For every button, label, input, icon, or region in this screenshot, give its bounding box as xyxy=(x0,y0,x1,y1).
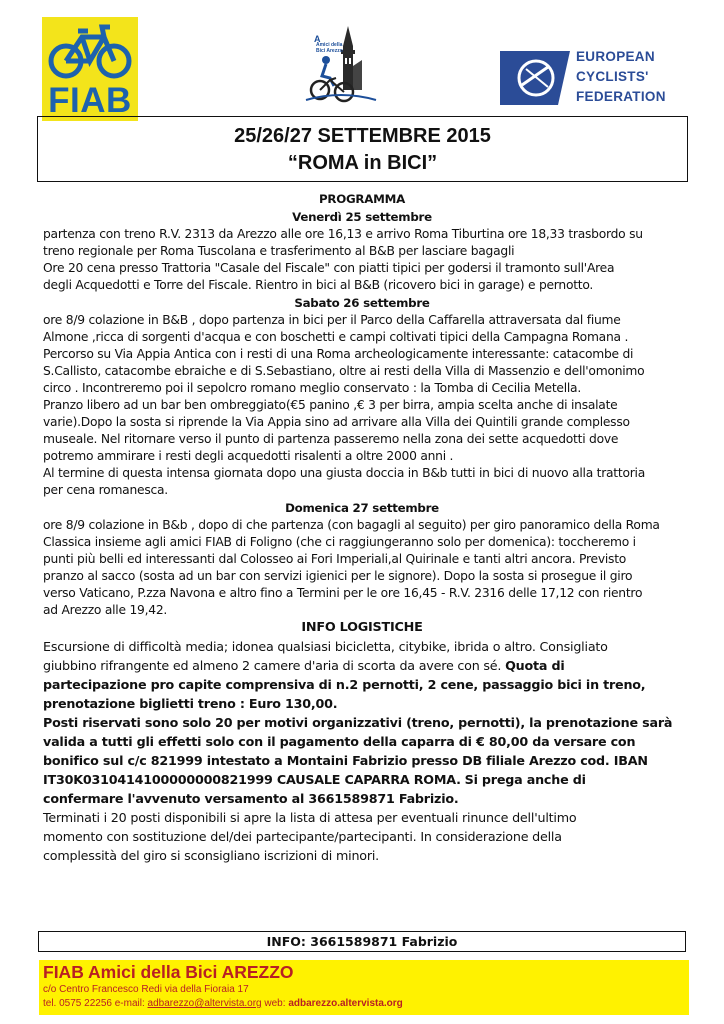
logistics-line: Posti riservati sono solo 20 per motivi organizzativi (treno, pernotti), la prenotazione sarà xyxy=(43,715,673,730)
logistics-line: Escursione di difficoltà media; idonea qualsiasi bicicletta, citybike, ibrida o altro. Consigliato xyxy=(43,639,608,654)
footer-email-link[interactable]: adbarezzo@altervista.org xyxy=(147,998,262,1009)
day2-line: Al termine di questa intensa giornata dopo una giusta doccia in B&b tutti in bici di nuovo alla trattoria xyxy=(43,466,645,480)
footer-tel: tel. 0575 22256 e-mail: xyxy=(43,998,148,1009)
footer-address: c/o Centro Francesco Redi via della Fioraia 17 xyxy=(43,984,249,995)
logistics-line xyxy=(43,657,565,674)
cyclist-tower-icon xyxy=(296,20,386,110)
footer-web-link[interactable]: adbarezzo.altervista.org xyxy=(288,998,403,1009)
footer xyxy=(39,960,689,1015)
day2-line: Pranzo libero ad un bar ben ombreggiato(€5 panino ,€ 3 per birra, ampia scelta anche di insalate xyxy=(43,398,618,412)
logistics-line: partecipazione pro capite comprensiva di n.2 pernotti, 2 cene, passaggio bici in treno, xyxy=(43,677,646,692)
day2-line: Percorso su Via Appia Antica con i resti di una Roma archeologicamente interessante: catacombe di xyxy=(43,347,634,361)
logistics-line: Terminati i 20 posti disponibili si apre la lista di attesa per eventuali rinunce dell'ultimo xyxy=(43,810,577,825)
title-box xyxy=(37,116,688,182)
day1-line: treno regionale per Roma Tuscolana e trasferimento al B&B per lasciare bagagli xyxy=(43,244,515,258)
day2-line: S.Callisto, catacombe ebraiche e di S.Sebastiano, oltre ai resti della Villa di Massenzio e dell'omonimo xyxy=(43,364,645,378)
iban-text: IT30K0310414100000000821999 CAUSALE CAPARRA ROMA. xyxy=(43,772,461,787)
footer-web-label: web: xyxy=(261,998,289,1009)
day2-line: potremo ammirare i resti degli acquedotti risalenti a oltre 2000 anni . xyxy=(43,449,454,463)
arezzo-club-logo xyxy=(296,20,386,110)
logistics-heading: INFO LOGISTICHE xyxy=(301,620,423,635)
day1-line: partenza con treno R.V. 2313 da Arezzo alle ore 16,13 e arrivo Roma Tiburtina ore 18,33 trasbordo su xyxy=(43,227,643,241)
contact-info-text: INFO: 3661589871 Fabrizio xyxy=(266,934,458,949)
day2-line: museale. Nel ritornare verso il punto di partenza passeremo nella zona dei sette acquedotti dove xyxy=(43,432,619,446)
logistics-line: bonifico sul c/c 821999 intestato a Montaini Fabrizio presso DB filiale Arezzo cod. IBAN xyxy=(43,753,648,768)
svg-text:A: A xyxy=(314,34,321,44)
fiab-logo xyxy=(42,17,138,121)
day3-line: Classica insieme agli amici FIAB di Foligno (che ci raggiungeranno solo per domenica): toccheremo i xyxy=(43,535,636,549)
day2-line: varie).Dopo la sosta si riprende la Via Appia sino ad arrivare alla Villa dei Quintili grande complesso xyxy=(43,415,630,429)
day2-line: circo . Incontreremo poi il sepolcro romano meglio conservato : la Tomba di Cecilia Metella. xyxy=(43,381,581,395)
day3-line: pranzo al sacco (sosta ad un bar con servizi igienici per le signore). Dopo la sosta si prosegue il giro xyxy=(43,569,633,583)
logistics-line: momento con sostituzione del/dei partecipante/partecipanti. In considerazione della xyxy=(43,829,562,844)
logistics-line: confermare l'avvenuto versamento al 3661589871 Fabrizio. xyxy=(43,791,459,806)
contact-info-box xyxy=(38,931,686,952)
logistics-line: complessità del giro si sconsigliano iscrizioni di minori. xyxy=(43,848,380,863)
ecf-emblem-icon xyxy=(496,47,574,109)
footer-contacts xyxy=(43,998,403,1009)
day3-line: verso Vaticano, P.zza Navona e altro fino a Termini per le ore 16,45 - R.V. 2316 delle 17,12 con rientro xyxy=(43,586,643,600)
day1-line: degli Acquedotti e Torre del Fiscale. Rientro in bici al B&B (ricovero bici in garage) e pernotto. xyxy=(43,278,594,292)
event-dates: 25/26/27 SETTEMBRE 2015 xyxy=(234,125,491,147)
fiab-logo-text: FIAB xyxy=(48,81,132,120)
day3-heading: Domenica 27 settembre xyxy=(285,501,439,515)
ecf-line-3: FEDERATION xyxy=(576,89,666,104)
logistics-text-bold: Si prega anche di xyxy=(464,772,586,787)
logistics-text: giubbino rifrangente ed almeno 2 camere d'aria di scorta da avere con sé. xyxy=(43,658,502,673)
footer-org-name: FIAB Amici della Bici AREZZO xyxy=(43,962,294,982)
day2-heading: Sabato 26 settembre xyxy=(294,296,430,310)
day1-heading: Venerdì 25 settembre xyxy=(292,210,432,224)
day2-line: ore 8/9 colazione in B&B , dopo partenza in bici per il Parco della Caffarella attraversata dal fiume xyxy=(43,313,621,327)
bicycle-icon xyxy=(46,23,134,81)
day3-line: ore 8/9 colazione in B&b , dopo di che partenza (con bagagli al seguito) per giro panoramico della Roma xyxy=(43,518,660,532)
day3-line: ad Arezzo alle 19,42. xyxy=(43,603,168,617)
event-title: “ROMA in BICI” xyxy=(287,152,438,174)
ecf-line-2: CYCLISTS' xyxy=(576,69,649,84)
logistics-text-bold: Quota di xyxy=(505,658,565,673)
logistics-line: prenotazione biglietti treno : Euro 130,00. xyxy=(43,696,338,711)
day1-line: Ore 20 cena presso Trattoria "Casale del Fiscale" con piatti tipici per godersi il tramonto sull'Area xyxy=(43,261,615,275)
logistics-line: valida a tutti gli effetti solo con il pagamento della caparra di € 80,00 da versare con xyxy=(43,734,636,749)
ecf-logo xyxy=(496,47,676,109)
day3-line: punti più belli ed interessanti dal Colosseo ai Fori Imperiali,al Quirinale e tanti altri ancora. Previsto xyxy=(43,552,627,566)
program-heading: PROGRAMMA xyxy=(318,192,405,206)
day2-line: per cena romanesca. xyxy=(43,483,168,497)
ecf-line-1: EUROPEAN xyxy=(576,49,655,64)
arezzo-logo-text: Amici della Bici Arezzo xyxy=(316,42,343,54)
day2-line: Almone ,ricca di sorgenti d'acqua e con boschetti e campi coltivati tipici della Campagna Romana . xyxy=(43,330,629,344)
logistics-line xyxy=(43,771,586,788)
